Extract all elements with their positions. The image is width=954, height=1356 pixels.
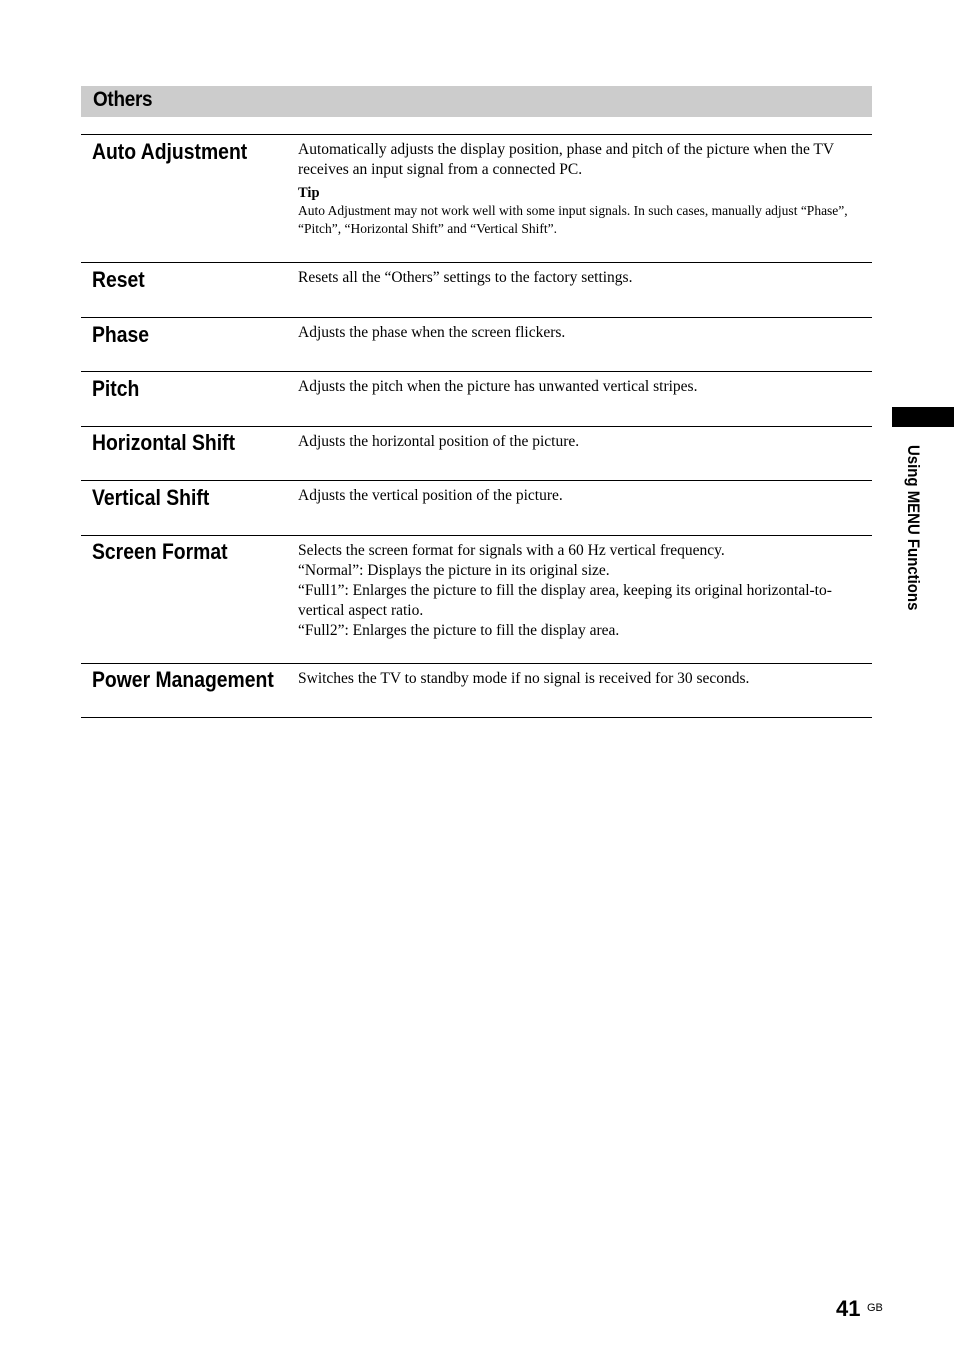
row-divider (81, 426, 872, 427)
description-power-management (298, 669, 872, 689)
page-suffix: GB (867, 1302, 883, 1314)
description-text: Adjusts the horizontal position of the picture. (298, 433, 580, 450)
section-title: Others (93, 88, 153, 111)
tip-text: Auto Adjustment may not work well with some input signals. In such cases, manually adjust “Phase”, “Pitch”, “Horizontal Shift” and “Vertical Shift”. (298, 203, 848, 236)
description-screen-format (298, 541, 872, 641)
row-divider (81, 317, 872, 318)
page-number: 41 (836, 1296, 861, 1321)
row-divider (81, 371, 872, 372)
row-divider (81, 262, 872, 263)
description-text: Adjusts the phase when the screen flickers. (298, 324, 566, 341)
tip-label: Tip (298, 185, 320, 201)
table-bottom-rule (81, 717, 872, 718)
description-reset (298, 268, 872, 288)
description-text: “Full2”: Enlarges the picture to fill the display area. (298, 622, 620, 639)
term-horizontal-shift: Horizontal Shift (92, 430, 236, 455)
description-text: Switches the TV to standby mode if no signal is received for 30 seconds. (298, 670, 750, 687)
description-text: Adjusts the vertical position of the picture. (298, 487, 563, 504)
description-auto-adjustment (298, 140, 872, 238)
description-pitch (298, 377, 872, 397)
description-text: Selects the screen format for signals with a 60 Hz vertical frequency. (298, 542, 725, 559)
side-tab-marker (892, 407, 954, 427)
description-vertical-shift (298, 486, 872, 506)
term-auto-adjustment: Auto Adjustment (92, 139, 248, 164)
row-divider (81, 663, 872, 664)
row-divider (81, 480, 872, 481)
description-horizontal-shift (298, 432, 872, 452)
term-vertical-shift: Vertical Shift (92, 485, 210, 510)
description-text: Adjusts the pitch when the picture has unwanted vertical stripes. (298, 378, 698, 395)
description-text: Resets all the “Others” settings to the factory settings. (298, 269, 633, 286)
description-text: “Normal”: Displays the picture in its original size. (298, 562, 610, 579)
section-header (81, 86, 872, 117)
term-pitch: Pitch (92, 376, 140, 401)
term-phase: Phase (92, 322, 150, 347)
term-power-management: Power Management (92, 667, 274, 692)
term-screen-format: Screen Format (92, 539, 228, 564)
description-text: Automatically adjusts the display position, phase and pitch of the picture when the TV receives an input signal from a connected PC. (298, 141, 834, 178)
term-reset: Reset (92, 267, 145, 292)
row-divider (81, 535, 872, 536)
description-text: “Full1”: Enlarges the picture to fill the display area, keeping its original horizontal-to-vertical aspect ratio. (298, 582, 832, 619)
row-divider (81, 134, 872, 135)
description-phase (298, 323, 872, 343)
side-tab-label: Using MENU Functions (904, 445, 923, 611)
